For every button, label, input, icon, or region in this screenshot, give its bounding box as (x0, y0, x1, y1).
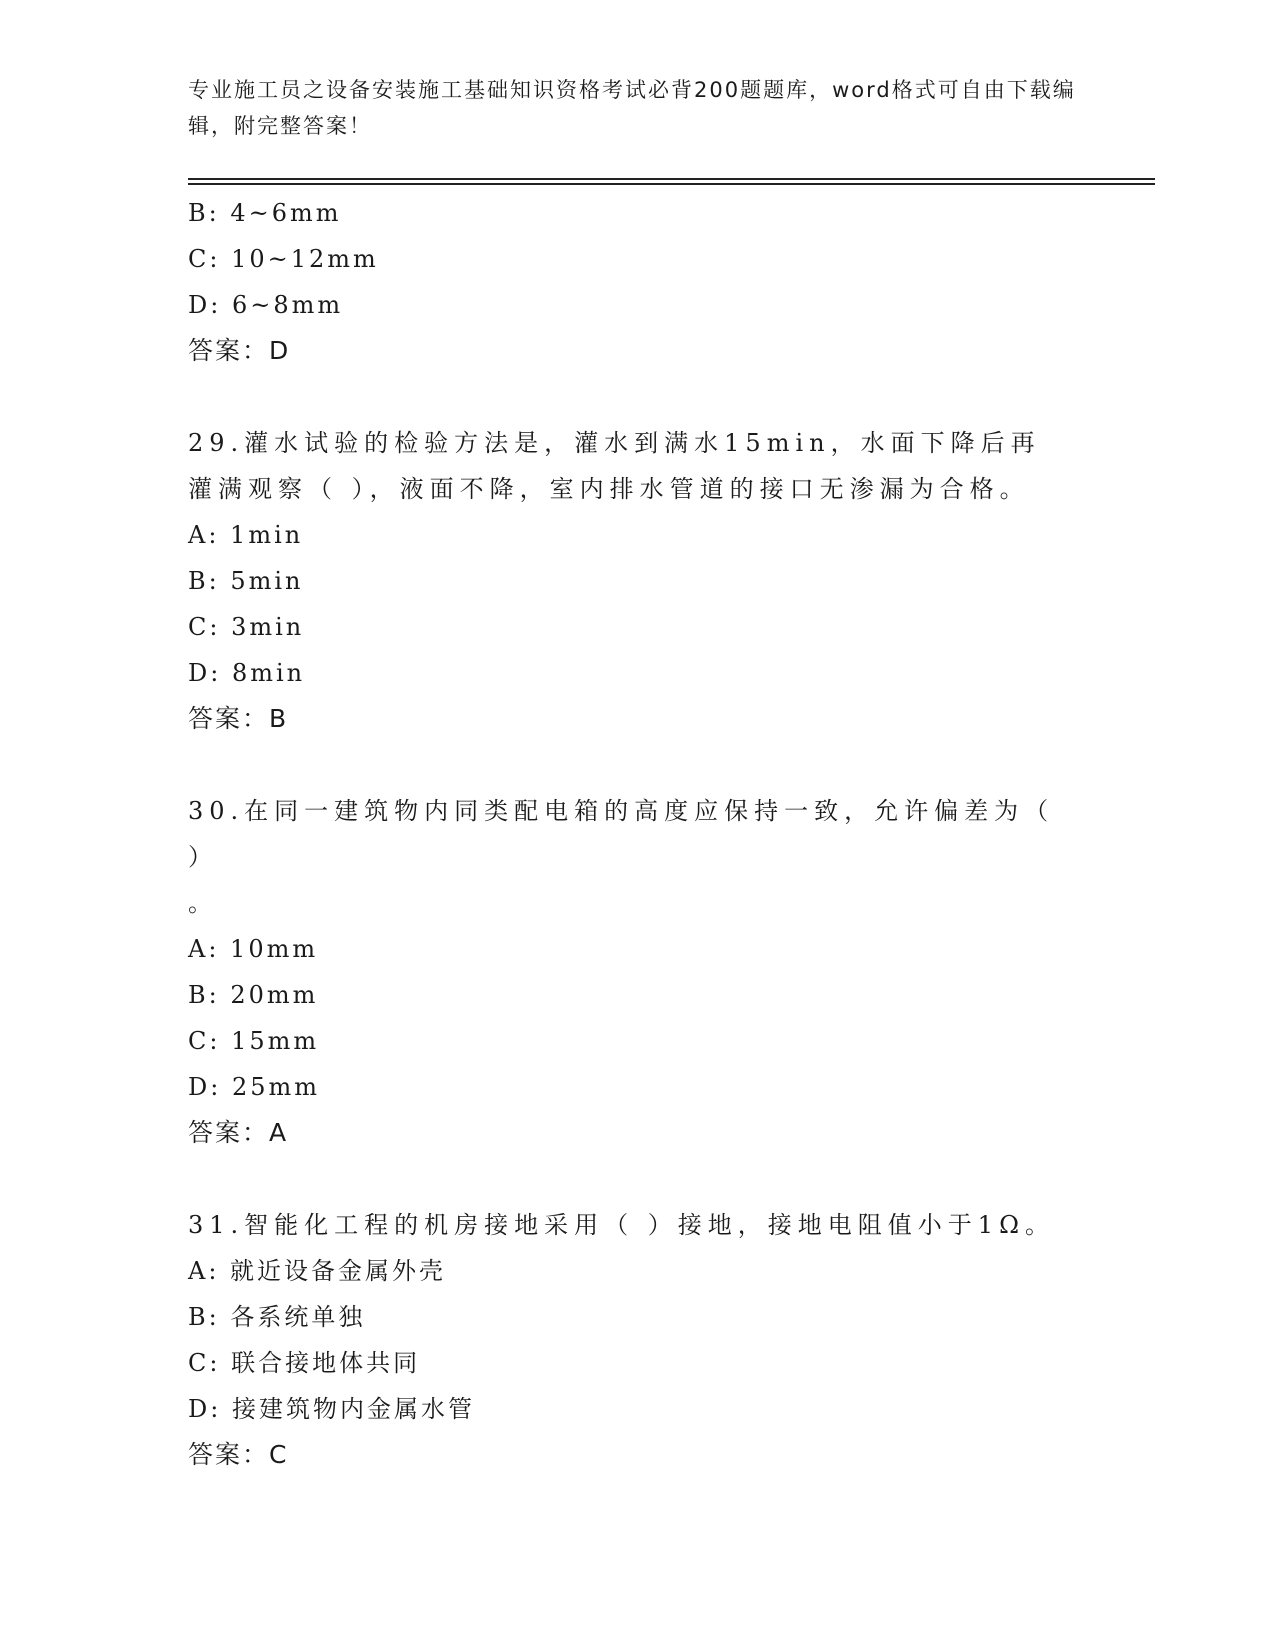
question-stem: 30.在同一建筑物内同类配电箱的高度应保持一致，允许偏差为（ ） (188, 797, 1055, 871)
option-d: D: 8min (188, 659, 306, 687)
option-d: D: 接建筑物内金属水管 (188, 1395, 475, 1423)
header-divider-bottom (188, 183, 1155, 185)
option-d: D: 25mm (188, 1073, 321, 1101)
question-stem: 31.智能化工程的机房接地采用（ ）接地，接地电阻值小于1Ω。 (188, 1211, 1055, 1239)
option-c: C: 10~12mm (188, 245, 379, 273)
question-stem-tail: 。 (188, 889, 212, 917)
question-list (188, 190, 1088, 1478)
question-30 (188, 788, 1088, 1156)
option-b: B: 4~6mm (188, 199, 342, 227)
option-b: B: 20mm (188, 981, 319, 1009)
option-a: A: 10mm (188, 935, 319, 963)
option-b: B: 各系统单独 (188, 1303, 366, 1331)
question-29 (188, 420, 1088, 742)
question-stem: 29.灌水试验的检验方法是，灌水到满水15min，水面下降后再灌满观察（ ），液面不降，室内排水管道的接口无渗漏为合格。 (188, 429, 1041, 503)
option-a: A: 1min (188, 521, 304, 549)
option-a: A: 就近设备金属外壳 (188, 1257, 447, 1285)
question-partial (188, 190, 1088, 374)
option-d: D: 6~8mm (188, 291, 344, 319)
answer-line: 答案：C (188, 1440, 289, 1469)
answer-line: 答案：B (188, 704, 289, 733)
option-b: B: 5min (188, 567, 304, 595)
question-31 (188, 1202, 1088, 1478)
answer-line: 答案：D (188, 336, 291, 365)
answer-line: 答案：A (188, 1118, 289, 1147)
option-c: C: 3min (188, 613, 305, 641)
option-c: C: 联合接地体共同 (188, 1349, 421, 1377)
document-header: 专业施工员之设备安装施工基础知识资格考试必背200题题库，word格式可自由下载编辑，附完整答案！ (188, 78, 1076, 138)
option-c: C: 15mm (188, 1027, 320, 1055)
header-divider-top (188, 178, 1155, 180)
